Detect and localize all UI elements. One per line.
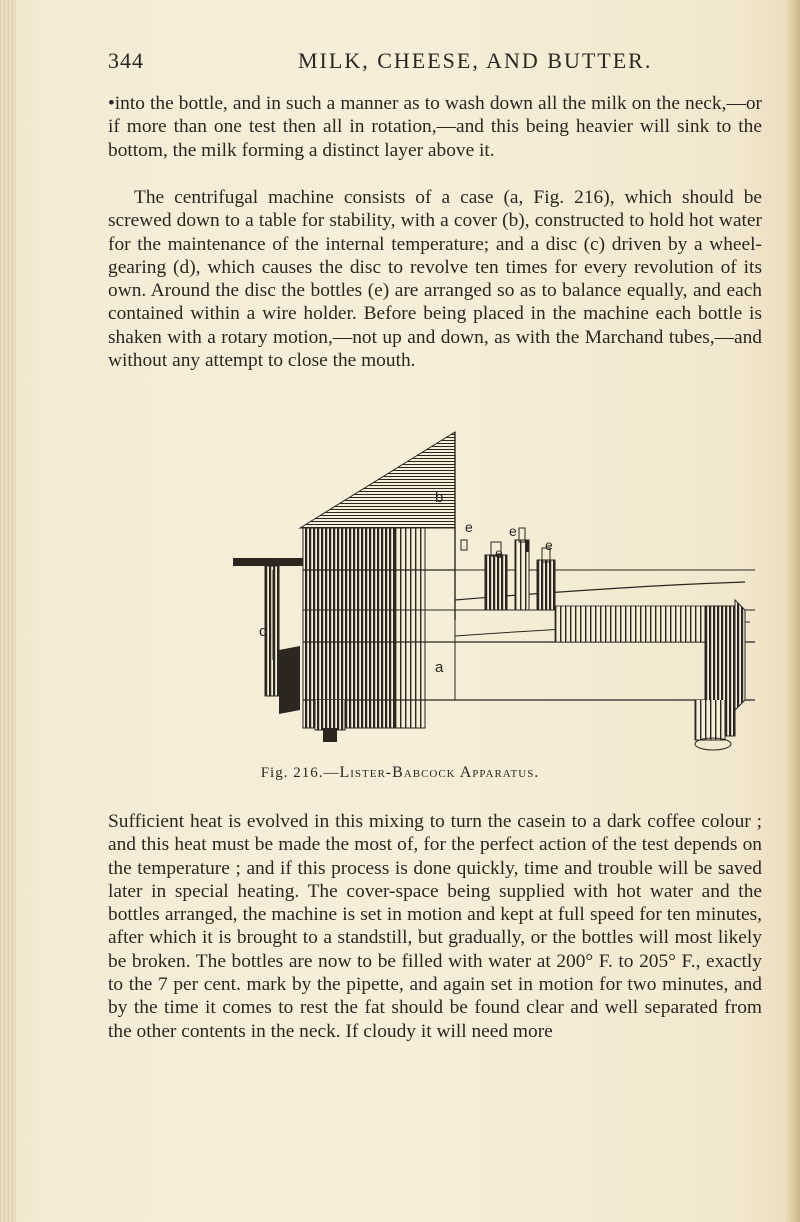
figure-illustration xyxy=(225,410,790,760)
caption-title: Lister-Babcock Apparatus. xyxy=(339,764,540,781)
running-head: MILK, CHEESE, AND BUTTER. xyxy=(298,48,653,73)
bottles xyxy=(461,528,555,610)
paragraph-2: The centrifugal machine consists of a case (a, Fig. 216), which should be screwed down to a table for stability, with a cover (b), constructed to hold hot water for the maintenance of the internal temperature; and a disc (c) driven by a wheel-gearing (d), which causes the disc to revolve ten times for every revolution of its own. Around the disc the bottles (e) are arranged so as to balance equally, and each contained within a wire holder. Before being placed in the machine each bottle is shaken with a rotary motion,—not up and down, as with the Marchand tubes,—and without any attempt to close the mouth. xyxy=(108,187,762,372)
paragraph-3: Sufficient heat is evolved in this mixing to turn the casein to a dark coffee colour ; and this heat must be made the most of, for the perfect action of the test depends on the temperature ; and if this process is done quickly, time and trouble will be saved later in special heating. The cover-space being supplied with hot water and the bottles arranged, the machine is set in motion and kept at full speed for ten minutes, after which it is brought to a standstill, but gradually, or the bottles will most likely be broken. The bottles are now to be filled with water at 200° F. to 205° F., exactly to the 7 per cent. mark by the pipette, and again set in motion for two minutes, and by the time it comes to rest the fat should be found clear and well separated from the other contents in the neck. If cloudy it will need more xyxy=(108,811,762,1042)
label-e-3: e xyxy=(495,545,503,561)
label-e-1: e xyxy=(465,519,473,535)
paragraph-1: •into the bottle, and in such a manner as to wash down all the milk on the neck,—or if more than one test then all in rotation,—and this being heavier will sink to the bottom, the milk forming a distinct layer above it. xyxy=(108,93,762,161)
label-d: d xyxy=(259,623,268,640)
label-b: b xyxy=(435,489,444,506)
page-number: 344 xyxy=(108,48,144,73)
wheel-gearing xyxy=(233,558,303,714)
label-e-2: e xyxy=(509,523,517,539)
label-a: a xyxy=(435,659,444,676)
label-e-4: e xyxy=(545,537,553,553)
caption-prefix: Fig. 216.— xyxy=(260,765,340,781)
figure-caption xyxy=(0,764,800,782)
page-gutter xyxy=(0,0,16,1222)
centrifuge-engraving xyxy=(225,410,790,760)
